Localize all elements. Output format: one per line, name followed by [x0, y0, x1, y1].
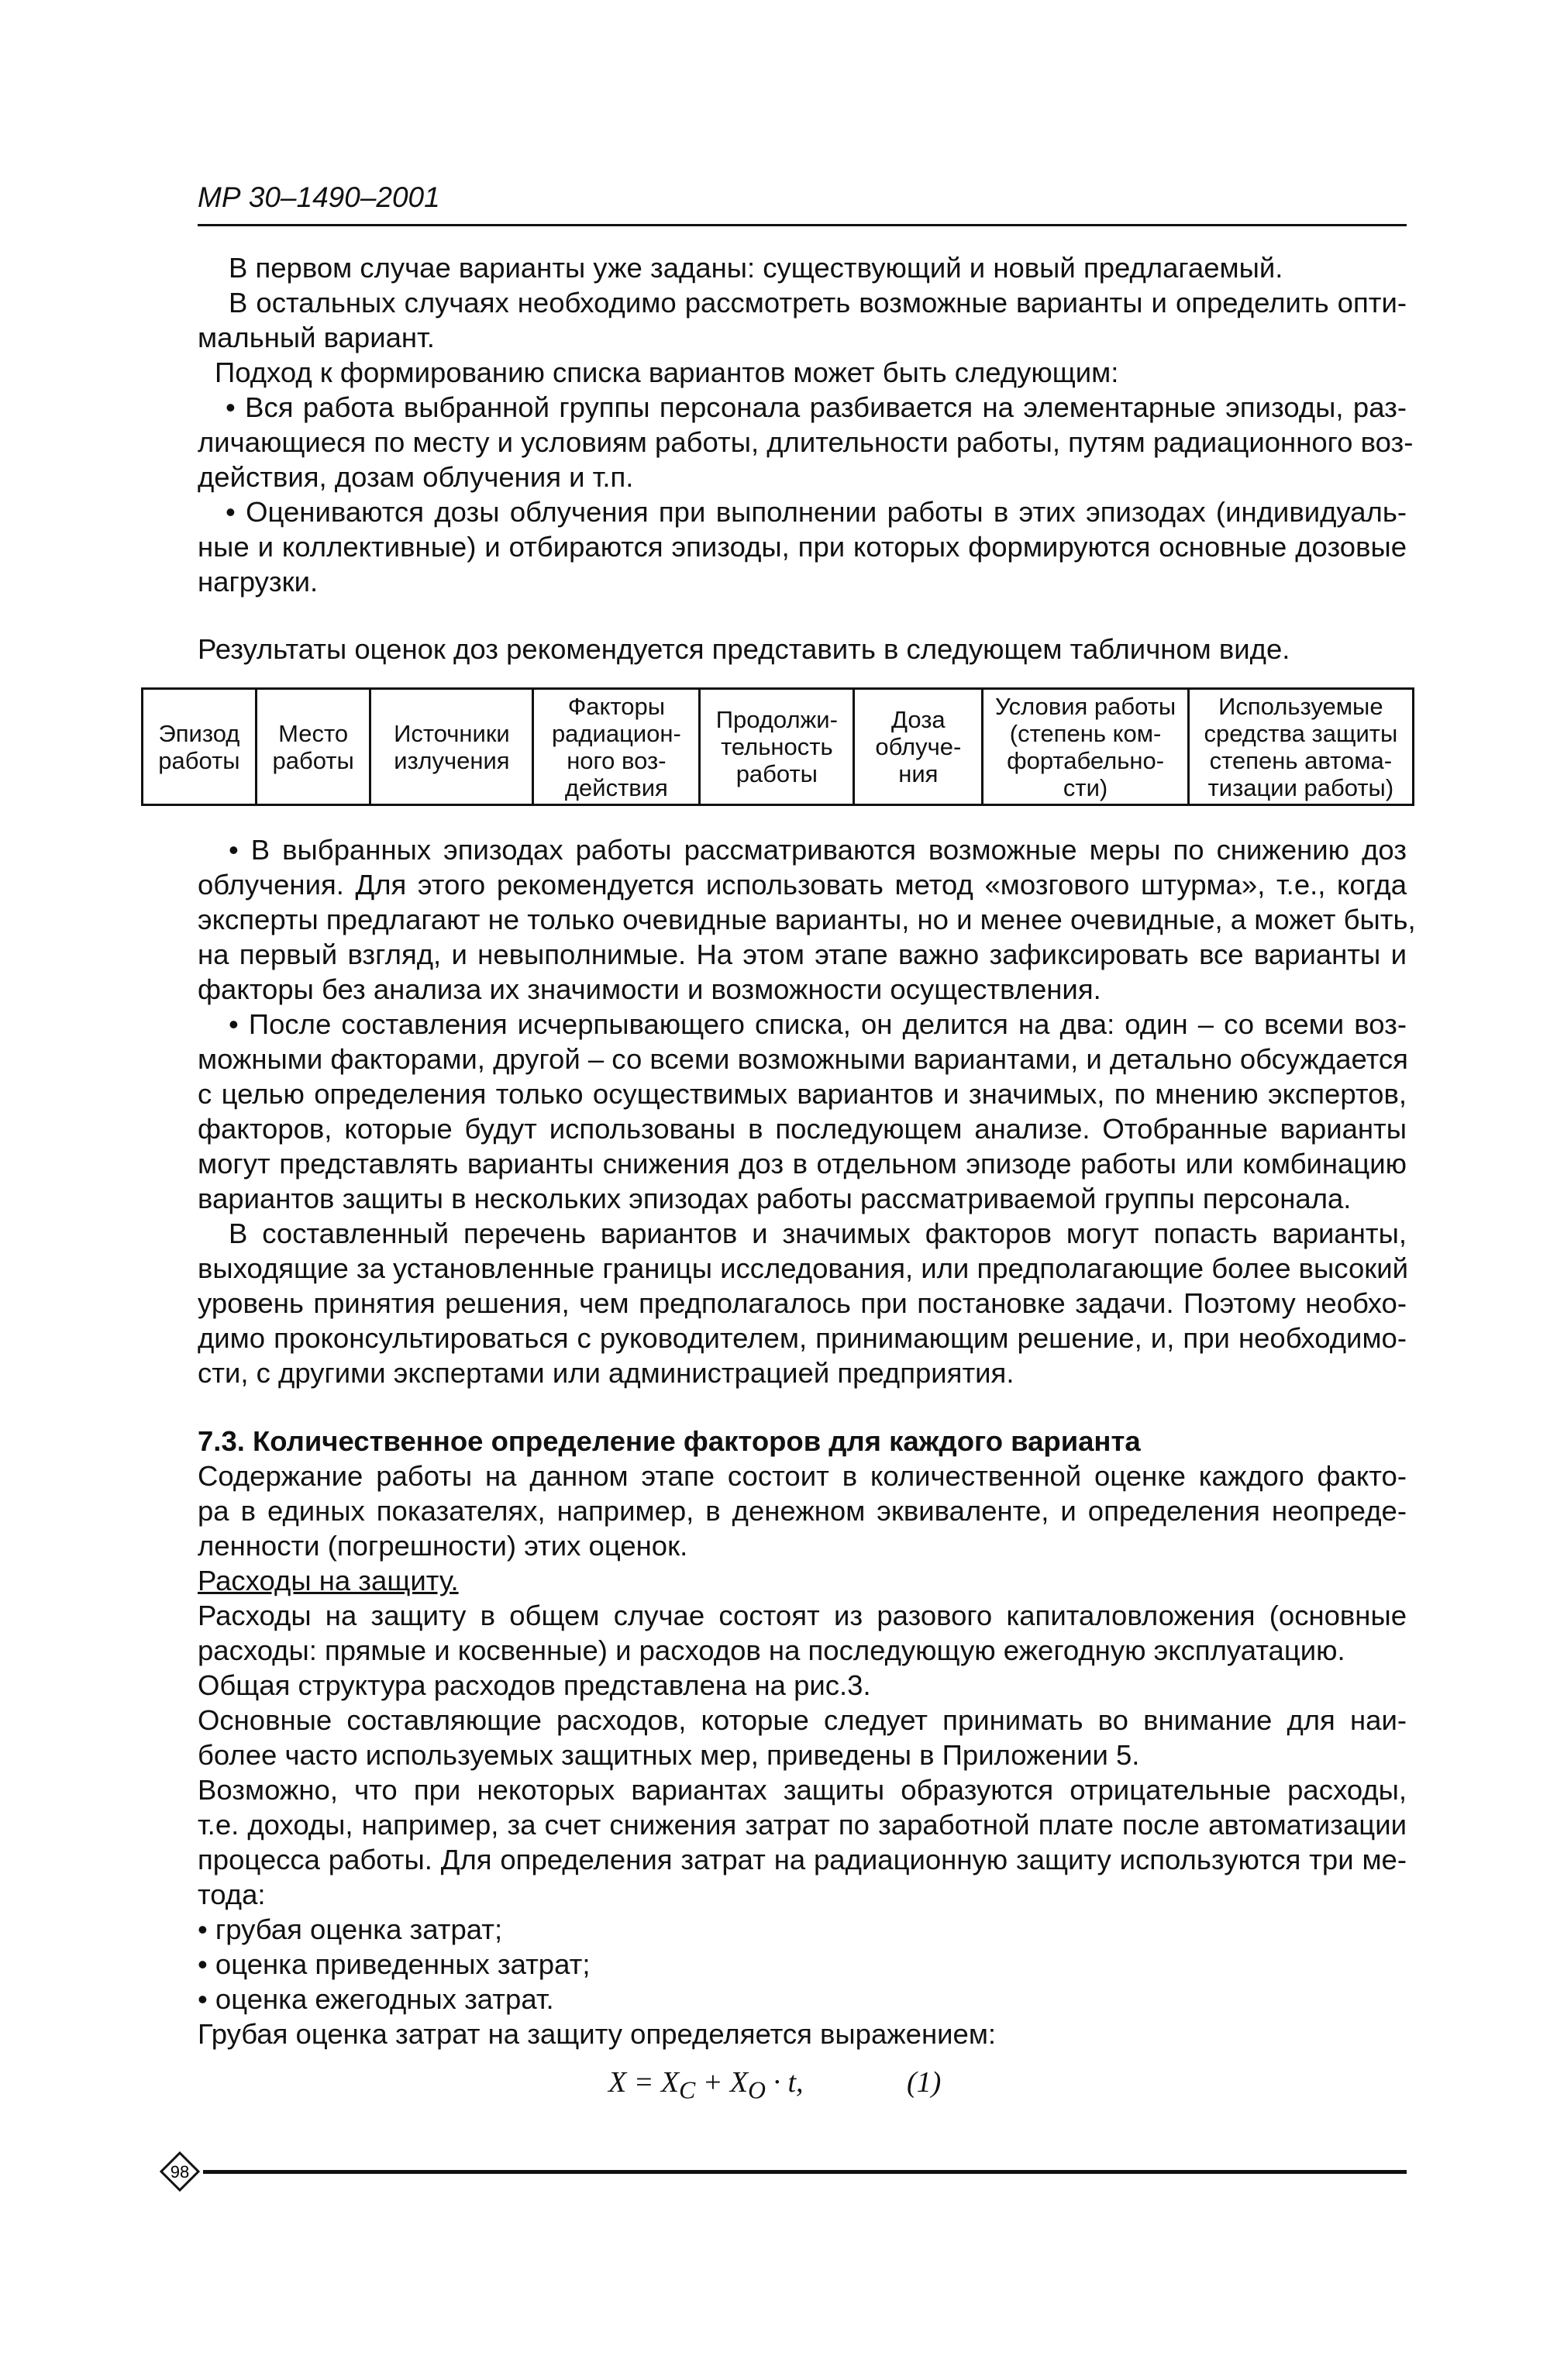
text-line: мальный вариант. [198, 322, 435, 353]
text-line: на первый взгляд, и невыполнимые. На этом этапе важно зафиксировать все варианты и [198, 939, 1407, 970]
text-line: действия, дозам облучения и т.п. [198, 461, 634, 493]
paragraph [198, 494, 1407, 599]
table-header-cell: Источники излучения [370, 689, 533, 805]
table-header-cell: Доза облуче-ния [854, 689, 983, 805]
paragraph [198, 1982, 1407, 2017]
subsection-title: Расходы на защиту. [198, 1565, 459, 1596]
text-line: факторов, которые будут использованы в последующем анализе. Отобранные варианты [198, 1113, 1407, 1145]
paragraph [198, 1947, 1407, 1982]
text-line: можными факторами, другой – со всеми возможными вариантами, и детально обсуждается [198, 1043, 1408, 1075]
text-line: Возможно, что при некоторых вариантах защиты образуются отрицательные расходы, [198, 1774, 1407, 1806]
paragraph [198, 832, 1416, 1007]
formula-subscript: C [679, 2076, 696, 2104]
text-line: Расходы на защиту в общем случае состоят из разового капиталовложения (основные [198, 1600, 1407, 1631]
formula-var: X [608, 2066, 627, 2099]
text-line: т.е. доходы, например, за счет снижения затрат по заработной плате после автоматизации [198, 1809, 1407, 1841]
paragraph [198, 1703, 1407, 1772]
table-header-row [143, 689, 1414, 805]
paragraph [198, 250, 1407, 285]
paragraph [198, 1459, 1407, 1563]
text-line: могут представлять варианты снижения доз в отдельном эпизоде работы или комбинацию [198, 1148, 1407, 1180]
text-line: выходящие за установленные границы исследования, или предполагающие более высокий [198, 1252, 1408, 1284]
text-line: Подход к формированию списка вариантов может быть следующим: [215, 356, 1119, 388]
text-line: Общая структура расходов представлена на рис.3. [198, 1669, 871, 1701]
subsection [198, 1563, 1407, 1598]
paragraph [198, 1772, 1407, 1912]
text-line: • После составления исчерпывающего списка, он делится на два: один – со всеми воз- [229, 1008, 1407, 1040]
formula-var: X [729, 2066, 749, 2099]
page-number: 98 [170, 2162, 190, 2182]
paragraph [198, 1912, 1407, 1947]
text-line: расходы: прямые и косвенные) и расходов на последующую ежегодную эксплуатацию. [198, 1634, 1345, 1666]
results-table [141, 687, 1414, 806]
footer-divider [203, 2170, 1407, 2174]
text-line: Результаты оценок доз рекомендуется представить в следующем табличном виде. [198, 633, 1290, 665]
text-line: В составленный перечень вариантов и значимых факторов могут попасть варианты, [229, 1218, 1407, 1249]
text-line: В первом случае варианты уже заданы: существующий и новый предлагаемый. [229, 252, 1283, 284]
text-line: сти, с другими экспертами или администрацией предприятия. [198, 1357, 1014, 1389]
paragraph [198, 2017, 1407, 2051]
table-header-cell: Продолжи-тельность работы [700, 689, 854, 805]
table-header-cell: Используемые средства защиты степень автома-тизации работы) [1188, 689, 1413, 805]
text-line: облучения. Для этого рекомендуется использовать метод «мозгового штурма», т.е., когда [198, 869, 1407, 901]
text-line: • грубая оценка затрат; [198, 1913, 503, 1945]
page-number-diamond [160, 2151, 200, 2192]
paragraph [198, 1216, 1407, 1390]
formula-op: · [765, 2066, 788, 2099]
text-line: процесса работы. Для определения затрат на радиационную защиту используются три ме- [198, 1844, 1407, 1875]
table-header-cell: Факторы радиацион-ного воз-действия [533, 689, 700, 805]
text-line: ные и коллективные) и отбираются эпизоды, при которых формируются основные дозовые [198, 531, 1407, 563]
paragraph [198, 390, 1414, 494]
header-divider [198, 224, 1407, 226]
paragraph [198, 1007, 1407, 1216]
paragraph [198, 1668, 1407, 1703]
text-line: с целью определения только осуществимых вариантов и значимых, по мнению экспертов, [198, 1078, 1407, 1110]
text-line: более часто используемых защитных мер, приведены в Приложении 5. [198, 1739, 1140, 1771]
text-line: Грубая оценка затрат на защиту определяется выражением: [198, 2018, 997, 2050]
formula-subscript: O [748, 2076, 766, 2104]
text-line: Основные составляющие расходов, которые следует принимать во внимание для наи- [198, 1704, 1407, 1736]
paragraph [198, 355, 1407, 390]
table-header-cell: Место работы [256, 689, 370, 805]
formula-op: + [695, 2066, 730, 2099]
text-line: • Оцениваются дозы облучения при выполнении работы в этих эпизодах (индивидуаль- [226, 496, 1407, 528]
formula-op: = [626, 2066, 661, 2099]
text-line: • оценка ежегодных затрат. [198, 1983, 554, 2015]
text-line: Содержание работы на данном этапе состоит в количественной оценке каждого факто- [198, 1460, 1407, 1492]
text-line: • оценка приведенных затрат; [198, 1948, 591, 1980]
text-line: уровень принятия решения, чем предполагалось при постановке задачи. Поэтому необхо- [198, 1287, 1407, 1319]
text-line: эксперты предлагают не только очевидные варианты, но и менее очевидные, а может быть, [198, 904, 1416, 935]
formula-var: t, [787, 2066, 804, 2099]
text-line: димо проконсультироваться с руководителем, принимающим решение, и, при необходимо- [198, 1322, 1407, 1354]
paragraph [198, 1598, 1407, 1668]
document-code-header: МР 30–1490–2001 [198, 181, 440, 213]
table-header-cell: Условия работы (степень ком-фортабельно-сти) [983, 689, 1188, 805]
text-line: ра в единых показателях, например, в денежном эквиваленте, и определения неопреде- [198, 1495, 1407, 1527]
section-heading: 7.3. Количественное определение факторов для каждого варианта [198, 1425, 1141, 1457]
text-line: личающиеся по месту и условиям работы, длительности работы, путям радиационного воз- [198, 426, 1414, 458]
text-line: • В выбранных эпизодах работы рассматриваются возможные меры по снижению доз [229, 834, 1407, 866]
text-line: В остальных случаях необходимо рассмотреть возможные варианты и определить опти- [229, 287, 1407, 319]
formula-var: X [660, 2066, 680, 2099]
text-line: ленности (погрешности) этих оценок. [198, 1530, 688, 1562]
template-table [158, 687, 1407, 806]
formula-number: (1) [907, 2066, 942, 2099]
text-line: факторы без анализа их значимости и возможности осуществления. [198, 973, 1101, 1005]
text-line: нагрузки. [198, 566, 319, 598]
text-line: • Вся работа выбранной группы персонала разбивается на элементарные эпизоды, раз- [226, 391, 1407, 423]
paragraph [198, 632, 1407, 666]
text-line: тода: [198, 1879, 266, 1910]
table-header-cell: Эпизод работы [143, 689, 257, 805]
text-line: вариантов защиты в нескольких эпизодах работы рассматриваемой группы персонала. [198, 1183, 1352, 1214]
paragraph [198, 285, 1407, 355]
page-body [158, 250, 1416, 2051]
formula-1 [608, 2065, 804, 2105]
